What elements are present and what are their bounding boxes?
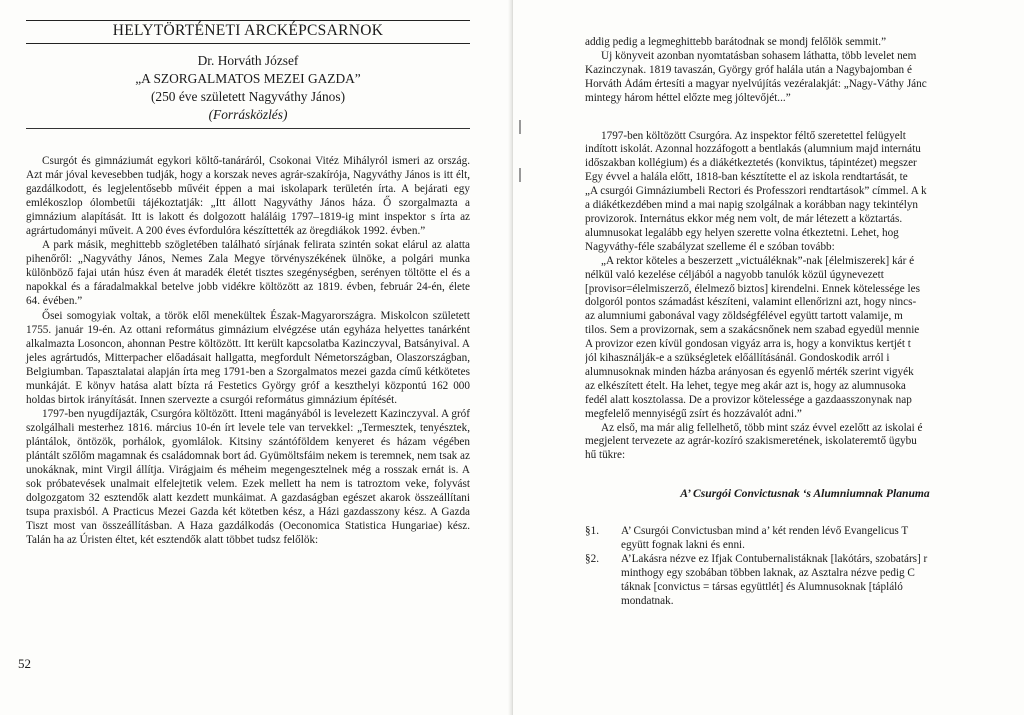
text-line: Kazinczynak. 1819 tavaszán, György gróf halála után a Nagybajomban é: [585, 63, 912, 76]
right-body-text: [585, 36, 1024, 609]
page-number: 52: [18, 656, 31, 671]
text-line: Horváth Ádám értesíti a magyar nyelvújítás vezéralakját: „Nagy-Váthy Jánc: [585, 77, 927, 90]
paragraph: Csurgót és gimnáziumát egykori költő-tanáráról, Csokonai Vitéz Mihályról ismeri az ország. Azt már jóval kevesebben tudják, hogy a korszak neves agrár-szakírója, Nagyváthy János is itt élt, gazdálkodott, és legjelentősebb művéit éppen a mai iskolapark területén írta. A bejárati egy emlékoszlop ólombetűi tájékoztatják: „Itt állott Nagyváthy János háza. Ő szorgalmazta a gimnázium alapítását. Itt is lakott és dolgozott haláláig 1797–1819-ig mint inspektor s írta az agrártudományi műveit. A 200 éves évfordulóra készíttették az öregdiákok 1992. évben.”: [26, 155, 470, 238]
quote-line: az alumniumi gabonával vagy zöldségfélével együtt tartott valamije, m: [585, 310, 903, 323]
text-line: Az első, ma már alig fellelhető, több mint száz évvel ezelőtt az iskolai é: [601, 421, 923, 434]
paragraph: 1797-ben nyugdíjazták, Csurgóra költözött. Itteni magányából is levelezett Kazinczyval. A gróf szolgálhali mesterhez 1816. március 10-én írt levele tele van tervekkel: „Termesztek, tenyésztek, plántálok, öntözök, porhálok, gyomlálok. Kitsiny szántóföldem kenyeret és házam végében plántált szőlőm magamnak és családomnak bort ád. Gyümöltsfáim nekem is teremnek, nem tsak az unokáknak, mint Virgil állítja. Virágjaim és méheim megengesztelnek még a rosszak ernát is. A sok próbatevések unalmait elfelejtetik velem. Ezek mellett ha nem is tatroztom veke, folyvást dolgozgatom 32 esztendők alatt kezdett munkáimat. A gazdaságban egészet akarok összeállítani tsupa praxisból. A Practicus Mezei Gazda két kötetben kész, a Házi gazdasszony kész. A Gazda Tiszt most van összeállításban. A Haza gazdálkodás (Oeconomica Statistica Hungariae) kész. Talán ha az Úristen éltet, két esztendők alatt többet tudsz felőlök:: [26, 407, 470, 547]
quote-line: jól kihasználják-e a szükségletek előállításánál. Gondoskodik arról i: [585, 352, 890, 365]
text-line: Nagyváthy-féle szabályzat szelleme él e szóban tovább:: [585, 240, 835, 253]
paragraph-body: [621, 553, 1024, 609]
article-author: Dr. Horváth József: [197, 53, 299, 68]
quote-line: fedél alatt kosztolassa. De a provizor kötelessége a gazdaasszonynak nap: [585, 393, 912, 406]
spacer: [585, 463, 1024, 481]
text-line: A’Lakásra nézve ez Ifjak Contubernalistáknak [lakótárs, szobatárs] r: [621, 553, 928, 565]
left-page: [0, 0, 511, 715]
spacer: [585, 106, 1024, 124]
text-line: együtt fognak lakni és enni.: [621, 539, 745, 552]
quote-line: „A rektor köteles a beszerzett „victuáléknak”-nak [élelmiszerek] kár é: [601, 254, 915, 267]
header-rule-top: [26, 20, 470, 21]
text-line: provizorok. Internátus ekkor még nem volt, de már létezett a köztartás.: [585, 212, 903, 225]
spacer: [585, 501, 1024, 519]
left-body-text: [26, 154, 470, 547]
text-line: időszakban kollégium) és a diákétkeztetés (konviktus, tápintézet) megszer: [585, 157, 917, 170]
text-line: minthogy egy szobában többen laknak, az Asztalra nézve pedig C: [621, 566, 915, 579]
paragraph-number: §2.: [585, 553, 599, 565]
paragraph: Ősei somogyiak voltak, a török elől menekültek Észak-Magyarországra. Miskolcon született 1755. január 19-én. Az ottani református gimnázium elvégzése után egyháza helyettes tanárként alkalmazta Losoncon, ahonnan Pestre költözött. Itt került kapcsolatba Kazinczyval, Batsányival. A jeles agrártudós, Mitterpacher előadásait hallgatta, megfordult Németországban, Olaszországban, Belgiumban. Tapasztalatai alapján írta meg 1791-ben a Szorgalmatos mezei gazda című kétkötetes munkáját. E könyv hatása alatt bízta rá Festetics György gróf a keszthelyi központú 162 000 holdas birtok irányítását. Innen szervezte a csurgói református gimnázium építését.: [26, 309, 470, 406]
quote-line: az elkészített ételt. Ha lehet, tegye meg akár azt is, hogy az alumnusoka: [585, 379, 906, 392]
article-genre: (Forrásközlés): [208, 107, 288, 122]
header-rule-bottom: [26, 43, 470, 44]
quote-line: tilos. Sem a provizornak, sem a szakácsnőnek nem szabad egyedül mennie: [585, 324, 920, 337]
numbered-paragraph: [585, 553, 1024, 609]
article-heading: [26, 52, 470, 124]
text-line: táknak [convictus = társas együttlét] és Alumnusoknak [tápláló: [621, 580, 903, 593]
right-page: [513, 0, 1024, 715]
section-header: HELYTÖRTÉNETI ARCKÉPCSARNOK: [112, 22, 384, 39]
text-line: indított iskolát. Azonnal hozzáfogott a bentlakás (alumnium majd internátu: [585, 143, 921, 156]
article-title: „A SZORGALMATOS MEZEI GAZDA”: [135, 71, 361, 86]
paragraph-number: §1.: [585, 525, 599, 538]
text-line: 1797-ben költözött Csurgóra. Az inspektor féltő szeretettel felügyelt: [601, 129, 906, 142]
text-line: a diákétkezdében mind a mai napig szolgálnak a korábban nagy tekintélyn: [585, 199, 919, 212]
text-line: hű tükre:: [585, 449, 626, 462]
margin-mark: [519, 168, 521, 182]
text-line: addig pedig a legmeghittebb barátodnak se mondj felőlök semmit.”: [585, 36, 887, 48]
text-line: Új könyveit azonban nyomtatásban sohasem láthatta, több levelet nem: [601, 49, 917, 62]
quote-line: dolgoról pontos számadást készíteni, valamint ellenőrizni azt, hogy nincs-: [585, 296, 917, 309]
heading-rule: [26, 128, 470, 129]
quote-line: alumnusoknak minden házba arányosan és egyenlő mérték szerint vigyék: [585, 365, 914, 378]
document-section-title: A’ Csurgói Convictusnak ‘s Alumniumnak Planuma: [680, 487, 930, 501]
quote-line: megfelelő mennyiségű zsírt és hozzávalót adni.”: [585, 407, 802, 420]
text-line: „A csurgói Gimnáziumbeli Rectori és Professzori rendtartások” címmel. A k: [585, 185, 927, 198]
quote-line: nélkül való kezelése céljából a nagyobb tanulók közül úgynevezett: [585, 268, 884, 281]
text-line: mintegy három héttel előzte meg jóltevőjét...”: [585, 91, 791, 104]
numbered-paragraph: [585, 525, 1024, 553]
quote-line: A provizor ezen kívül gondosan vigyáz arra is, hogy a konviktus kertjét t: [585, 338, 911, 351]
quote-line: [provisor=élelmiszerző, élelmező biztos] kirendelni. Ennek kötelessége les: [585, 282, 920, 295]
article-subtitle: (250 éve született Nagyváthy János): [150, 89, 346, 104]
margin-mark: [519, 120, 521, 134]
text-line: mondatnak.: [621, 594, 674, 607]
text-line: A’ Csurgói Convictusban mind a’ két renden lévő Evangelicus T: [621, 525, 909, 538]
text-line: alumnusokat legalább egy helyen szerette volna étkeztetni. Lehet, hog: [585, 226, 899, 239]
text-line: Egy évvel a halála előtt, 1818-ban késztítette el az iskola rendtartását, te: [585, 171, 908, 184]
text-line: megjelent tervezete az agrár-kozíró szakismeretének, iskolateremtő ügybu: [585, 435, 917, 448]
paragraph-body: [621, 525, 1024, 553]
paragraph: A park másik, meghittebb szögletében található sírjának felirata szintén sokat elárul az alatta pihenőről: „Nagyváthy János, Nemes Zala Megye törvényszékének ülnöke, a polgári munka különböző fajai után húsz éven át maradék életét tisztes szegénységben, serényen töltötte el és a napokkal és a fáradalmakkal betelve jobb vidékre költözött az 1819. évben, február 24-én, élete 64. évében.”: [26, 239, 470, 308]
